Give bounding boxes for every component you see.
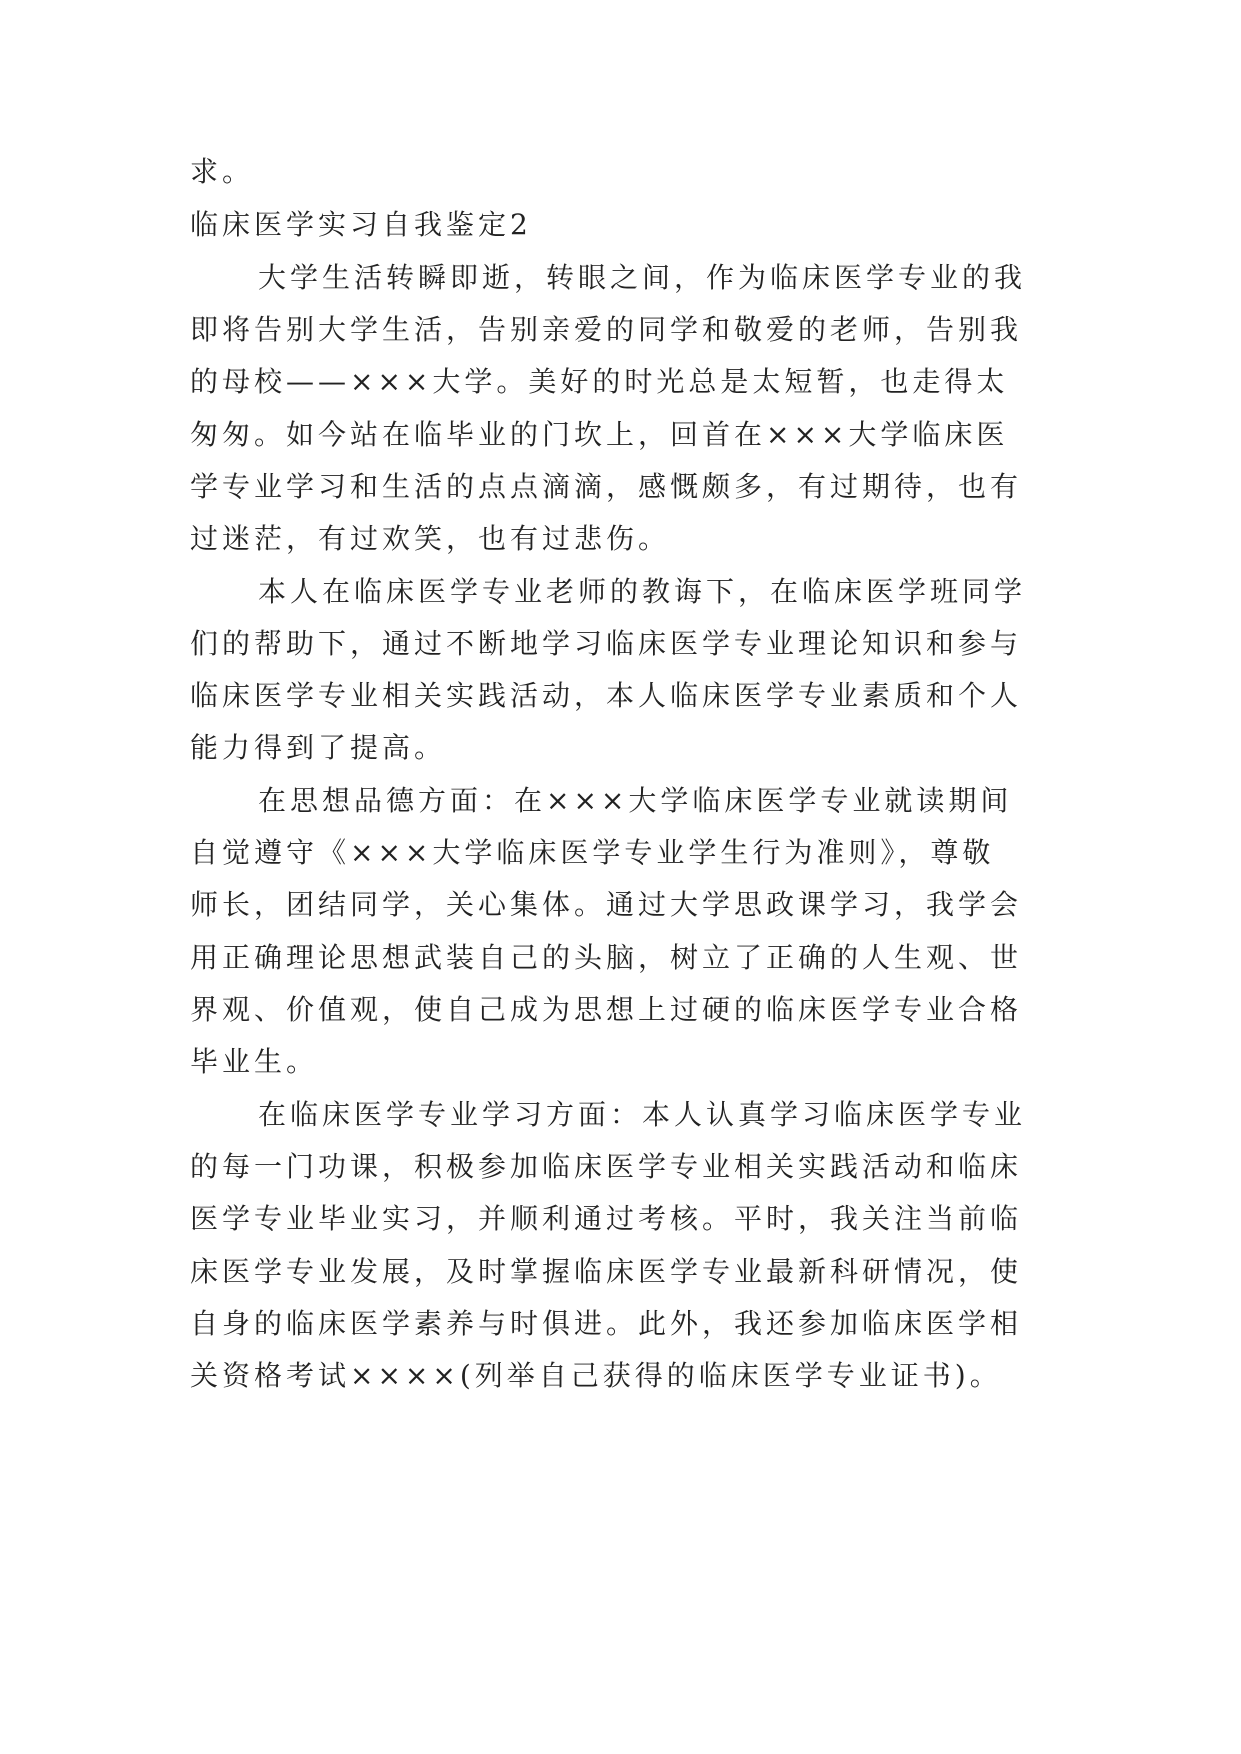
text-line: 自身的临床医学素养与时俱进。此外，我还参加临床医学相: [190, 1307, 1023, 1340]
text-line: 医学专业毕业实习，并顺利通过考核。平时，我关注当前临: [190, 1202, 1023, 1235]
text-line: 的每一门功课，积极参加临床医学专业相关实践活动和临床: [190, 1150, 1023, 1183]
text-line: 的母校——×××大学。美好的时光总是太短暂，也走得太: [190, 365, 1009, 398]
text-line: 临床医学专业相关实践活动，本人临床医学专业素质和个人: [190, 679, 1023, 712]
text-line: 过迷茫，有过欢笑，也有过悲伤。: [190, 522, 671, 555]
text-line: 本人在临床医学专业老师的教诲下，在临床医学班同学: [258, 575, 1027, 608]
text-line: 学专业学习和生活的点点滴滴，感慨颇多，有过期待，也有: [190, 470, 1023, 503]
text-line: 用正确理论思想武装自己的头脑，树立了正确的人生观、世: [190, 941, 1023, 974]
text-line: 求。: [190, 155, 255, 188]
text-line: 即将告别大学生活，告别亲爱的同学和敬爱的老师，告别我: [190, 313, 1023, 346]
text-line: 们的帮助下，通过不断地学习临床医学专业理论知识和参与: [190, 627, 1023, 660]
text-line: 毕业生。: [190, 1045, 319, 1078]
text-line: 匆匆。如今站在临毕业的门坎上，回首在×××大学临床医: [190, 418, 1009, 451]
text-line: 床医学专业发展，及时掌握临床医学专业最新科研情况，使: [190, 1255, 1023, 1288]
text-line: 关资格考试××××(列举自己获得的临床医学专业证书)。: [190, 1359, 1002, 1392]
text-line: 界观、价值观，使自己成为思想上过硬的临床医学专业合格: [190, 993, 1023, 1026]
section-heading: 临床医学实习自我鉴定2: [190, 208, 532, 241]
text-line: 自觉遵守《×××大学临床医学专业学生行为准则》，尊敬: [190, 836, 995, 869]
text-line: 在思想品德方面：在×××大学临床医学专业就读期间: [258, 784, 1013, 817]
text-line: 能力得到了提高。: [190, 731, 447, 764]
text-line: 师长，团结同学，关心集体。通过大学思政课学习，我学会: [190, 888, 1023, 921]
text-line: 大学生活转瞬即逝，转眼之间，作为临床医学专业的我: [258, 261, 1027, 294]
text-line: 在临床医学专业学习方面：本人认真学习临床医学专业: [258, 1098, 1027, 1131]
